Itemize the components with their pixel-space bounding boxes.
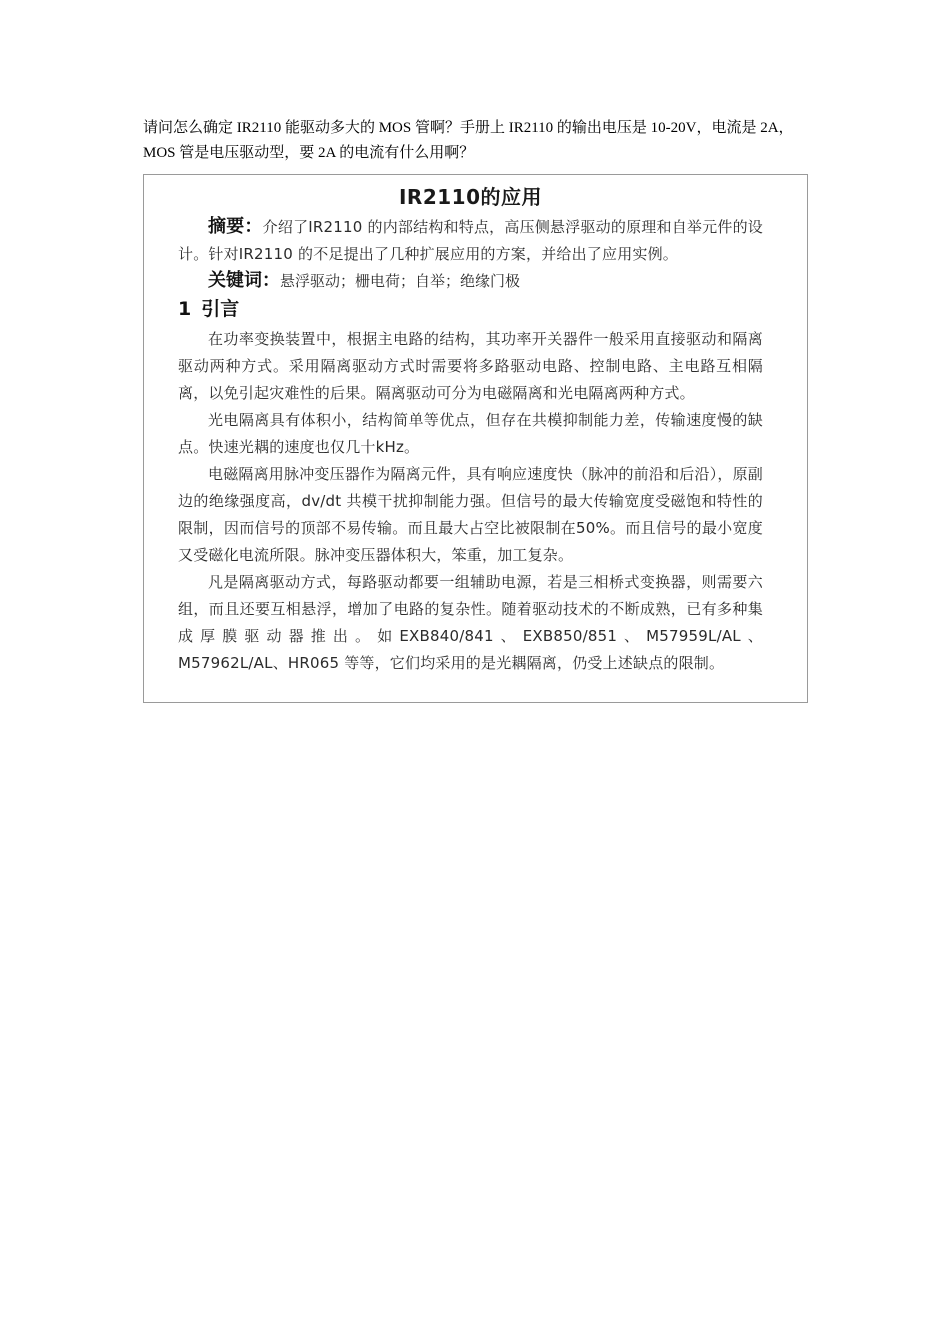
question-text: 请问怎么确定 IR2110 能驱动多大的 MOS 管啊？手册上 IR2110 的输出电压是 10-20V，电流是 2A，MOS 管是电压驱动型，要 2A 的电流有什么用啊？ [143,120,794,161]
paragraph-3: 电磁隔离用脉冲变压器作为隔离元件，具有响应速度快（脉冲的前沿和后沿），原副边的绝缘强度高，dv/dt 共模干扰抑制能力强。但信号的最大传输宽度受磁饱和特性的限制，因而信号的顶部不易传输。而且最大占空比被限制在50%。而且信号的最小宽度又受磁化电流所限。脉冲变压器体积大，笨重，加工复杂。 [178,465,763,564]
abstract-text: 介绍了IR2110 的内部结构和特点，高压侧悬浮驱动的原理和自举元件的设计。针对IR2110 的不足提出了几种扩展应用的方案，并给出了应用实例。 [178,218,763,263]
paragraph-2: 光电隔离具有体积小，结构简单等优点，但存在共模抑制能力差，传输速度慢的缺点。快速光耦的速度也仅几十kHz。 [178,411,763,456]
keywords [178,268,763,294]
keywords-text: 悬浮驱动；栅电荷；自举；绝缘门极 [280,272,521,290]
paragraph-1: 在功率变换装置中，根据主电路的结构，其功率开关器件一般采用直接驱动和隔离驱动两种方式。采用隔离驱动方式时需要将多路驱动电路、控制电路、主电路互相隔离，以免引起灾难性的后果。隔离驱动可分为电磁隔离和光电隔离两种方式。 [178,330,763,402]
abstract [178,213,763,268]
article-title: IR2110的应用 [398,185,542,209]
section-number: 1 [178,298,192,320]
paragraph-4: 凡是隔离驱动方式，每路驱动都要一组辅助电源，若是三相桥式变换器，则需要六组，而且还要互相悬浮，增加了电路的复杂性。随着驱动技术的不断成熟，已有多种集成厚膜驱动器推出。如EXB840/841、EXB850/851、M57959L/AL、M57962L/AL、HR065 等等，它们均采用的是光耦隔离，仍受上述缺点的限制。 [178,573,763,672]
section-heading [178,294,763,324]
keywords-label: 关键词： [208,270,280,291]
abstract-label: 摘要： [208,216,263,237]
section-title: 引言 [201,298,240,320]
article-screenshot [143,174,808,703]
article-body [178,175,763,677]
